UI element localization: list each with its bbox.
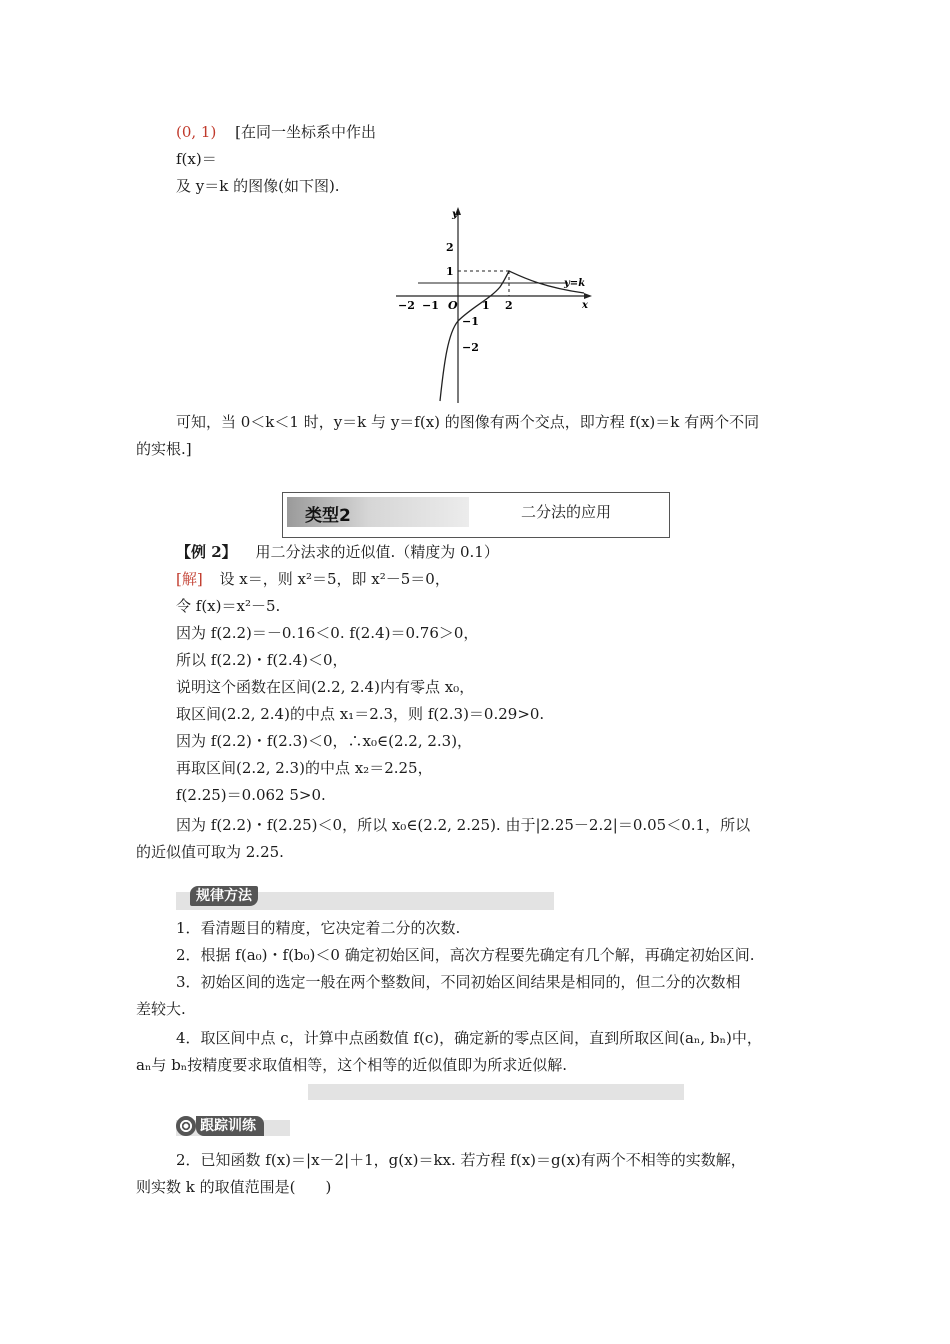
- x-tick-1: 1: [482, 299, 490, 312]
- conclusion-line-1: 可知，当 0＜k＜1 时，y＝k 与 y＝f(x) 的图像有两个交点，即方程 f(x)＝k 有两个不同: [176, 413, 760, 431]
- line-label: y=k: [564, 278, 586, 289]
- y-tick-1: 1: [446, 265, 454, 278]
- type-tab: [287, 497, 469, 527]
- method-item-3: 3．初始区间的选定一般在两个整数间，不同初始区间结果是相同的，但二分的次数相: [176, 973, 741, 991]
- example-label: 【例 2】: [176, 543, 237, 561]
- type-title: 二分法的应用: [521, 503, 612, 521]
- solution-text-1: 设 x＝，则 x²＝5，即 x²－5＝0，: [219, 570, 450, 588]
- method-end-bar: [308, 1084, 684, 1100]
- example-header: [176, 541, 499, 563]
- x-axis-label: x: [582, 300, 588, 311]
- function-def: f(x)＝: [176, 150, 217, 168]
- tracking-line-2: 则实数 k 的取值范围是( ): [136, 1178, 332, 1196]
- function-curve: [440, 271, 584, 401]
- solution-line-3: 因为 f(2.2)＝－0.16＜0. f(2.4)＝0.76＞0，: [176, 624, 479, 642]
- origin-label: O: [448, 299, 458, 312]
- tracking-label: 跟踪训练: [196, 1116, 264, 1136]
- conclusion-line-2: 的实根.]: [136, 440, 192, 458]
- method-item-4: 4．取区间中点 c，计算中点函数值 f(c)，确定新的零点区间，直到所取区间(aₙ, bₙ)中，: [176, 1029, 762, 1047]
- x-tick-neg2: −2: [398, 299, 415, 312]
- answer-value: (0, 1): [176, 123, 217, 141]
- answer-lead: [在同一坐标系中作出: [235, 123, 376, 141]
- solution-line-1: [176, 568, 450, 590]
- solution-line-8: 再取区间(2.2, 2.3)的中点 x₂＝2.25，: [176, 759, 433, 777]
- solution-line-5: 说明这个函数在区间(2.2, 2.4)内有零点 x₀，: [176, 678, 475, 696]
- solution-line-7: 因为 f(2.2)・f(2.3)＜0，∴x₀∈(2.2, 2.3)，: [176, 732, 473, 750]
- x-axis-arrow: [584, 293, 592, 299]
- solution-line-9: f(2.25)＝0.062 5>0.: [176, 786, 326, 804]
- x-tick-neg1: −1: [422, 299, 439, 312]
- tracking-line-1: 2．已知函数 f(x)＝|x－2|＋1，g(x)＝kx. 若方程 f(x)＝g(x)有两个不相等的实数解，: [176, 1151, 746, 1169]
- graph-caption: 及 y＝k 的图像(如下图).: [176, 177, 340, 195]
- solution-line-2: 令 f(x)＝x²－5.: [176, 597, 281, 615]
- final-line-1: 因为 f(2.2)・f(2.25)＜0，所以 x₀∈(2.2, 2.25). 由于|2.25－2.2|＝0.05＜0.1，所以: [176, 816, 751, 834]
- final-line-2: 的近似值可取为 2.25.: [136, 843, 284, 861]
- method-item-3-cont: 差较大.: [136, 1000, 186, 1018]
- method-item-4-cont: aₙ与 bₙ按精度要求取值相等，这个相等的近似值即为所求近似解.: [136, 1056, 568, 1074]
- solution-tag: [解]: [176, 570, 203, 588]
- method-label: 规律方法: [190, 886, 258, 906]
- solution-line-4: 所以 f(2.2)・f(2.4)＜0，: [176, 651, 348, 669]
- solution-line-6: 取区间(2.2, 2.4)的中点 x₁＝2.3，则 f(2.3)＝0.29>0.: [176, 705, 545, 723]
- type-tag: 类型2: [305, 506, 351, 526]
- y-tick-neg2: −2: [462, 341, 479, 354]
- example-prompt: 用二分法求的近似值.（精度为 0.1）: [255, 543, 499, 561]
- target-icon: [176, 1116, 196, 1136]
- y-tick-2: 2: [446, 241, 454, 254]
- answer-line: [176, 121, 376, 143]
- method-item-2: 2．根据 f(a₀)・f(b₀)＜0 确定初始区间，高次方程要先确定有几个解，再确定初始区间.: [176, 946, 755, 964]
- type-section-header: [282, 492, 670, 538]
- x-tick-2: 2: [505, 299, 513, 312]
- y-tick-neg1: −1: [462, 315, 479, 328]
- method-item-1: 1．看清题目的精度，它决定着二分的次数.: [176, 919, 461, 937]
- function-graph: [392, 203, 600, 405]
- y-axis-label: y: [452, 209, 458, 220]
